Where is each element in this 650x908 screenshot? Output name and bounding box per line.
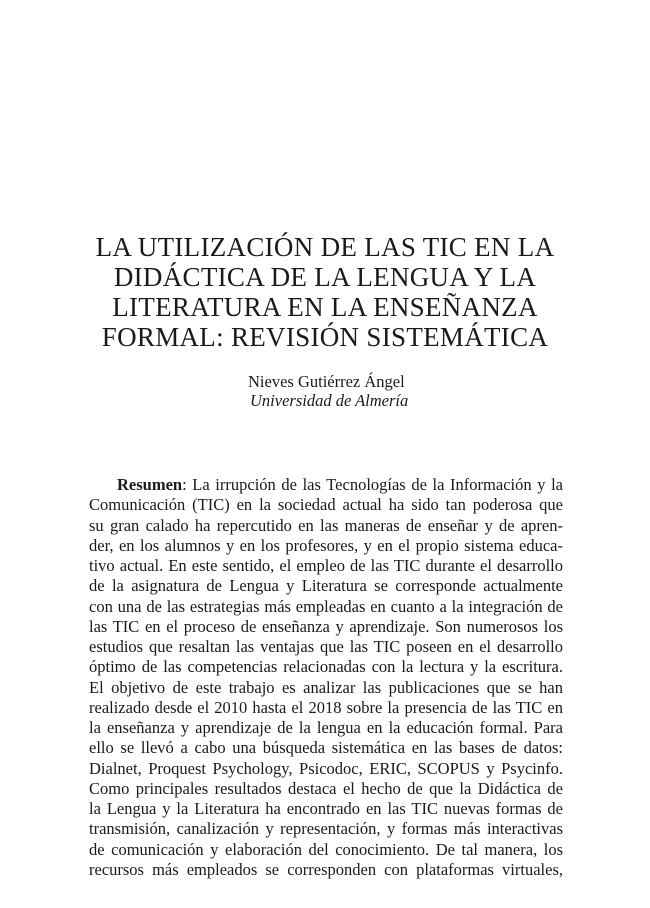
author-name: Nieves Gutiérrez Ángel [248,372,405,391]
abstract-line-text: : La irrupción de las Tecnologías de la Información y la [182,475,563,494]
abstract-line: con una de las estrategias más empleadas en cuanto a la integración de [89,596,563,616]
abstract-line: recursos más empleados se corresponden con plataformas virtuales, [89,859,563,879]
abstract-line: de la asignatura de Lengua y Literatura se corresponde actualmente [89,576,563,596]
abstract-line: Dialnet, Proquest Psychology, Psicodoc, ERIC, SCOPUS y Psycinfo. [89,758,563,778]
abstract-line: realizado desde el 2010 hasta el 2018 sobre la presencia de las TIC en [89,697,563,717]
abstract-label: Resumen [117,475,183,494]
abstract-line [89,475,563,495]
title-line: FORMAL: REVISIÓN SISTEMÁTICA [101,322,549,352]
abstract-line: ello se llevó a cabo una búsqueda sistemática en las bases de datos: [89,738,563,758]
title-line: LA UTILIZACIÓN DE LAS TIC EN LA [95,232,555,262]
abstract-line: Comunicación (TIC) en la sociedad actual ha sido tan poderosa que [89,495,563,515]
abstract-line: óptimo de las competencias relacionadas con la lectura y la escritura. [89,657,563,677]
title-line: DIDÁCTICA DE LA LENGUA Y LA [113,262,537,292]
abstract-line: tivo actual. En este sentido, el empleo de las TIC durante el desarrollo [89,556,563,575]
author-affiliation: Universidad de Almería [250,391,409,410]
title-line: LITERATURA EN LA ENSEÑANZA [112,292,538,322]
paper-title [60,232,590,352]
abstract-line: la Lengua y la Literatura ha encontrado en las TIC nuevas formas de [89,799,563,818]
author-block [248,372,448,410]
abstract [89,475,563,880]
abstract-line: transmisión, canalización y representación, y formas más interactivas [89,819,563,839]
abstract-line: der, en los alumnos y en los profesores, y en el propio sistema educa- [89,535,563,555]
abstract-line: Como principales resultados destaca el hecho de que la Didáctica de [89,778,563,798]
abstract-line: la enseñanza y aprendizaje de la lengua en la educación formal. Para [89,718,563,737]
abstract-line: su gran calado ha repercutido en las maneras de enseñar y de apren- [89,515,563,535]
abstract-line: de comunicación y elaboración del conocimiento. De tal manera, los [89,839,563,859]
abstract-line: estudios que resaltan las ventajas que las TIC poseen en el desarrollo [89,637,563,656]
abstract-line: El objetivo de este trabajo es analizar las publicaciones que se han [89,677,563,697]
abstract-line: las TIC en el proceso de enseñanza y aprendizaje. Son numerosos los [89,616,563,636]
